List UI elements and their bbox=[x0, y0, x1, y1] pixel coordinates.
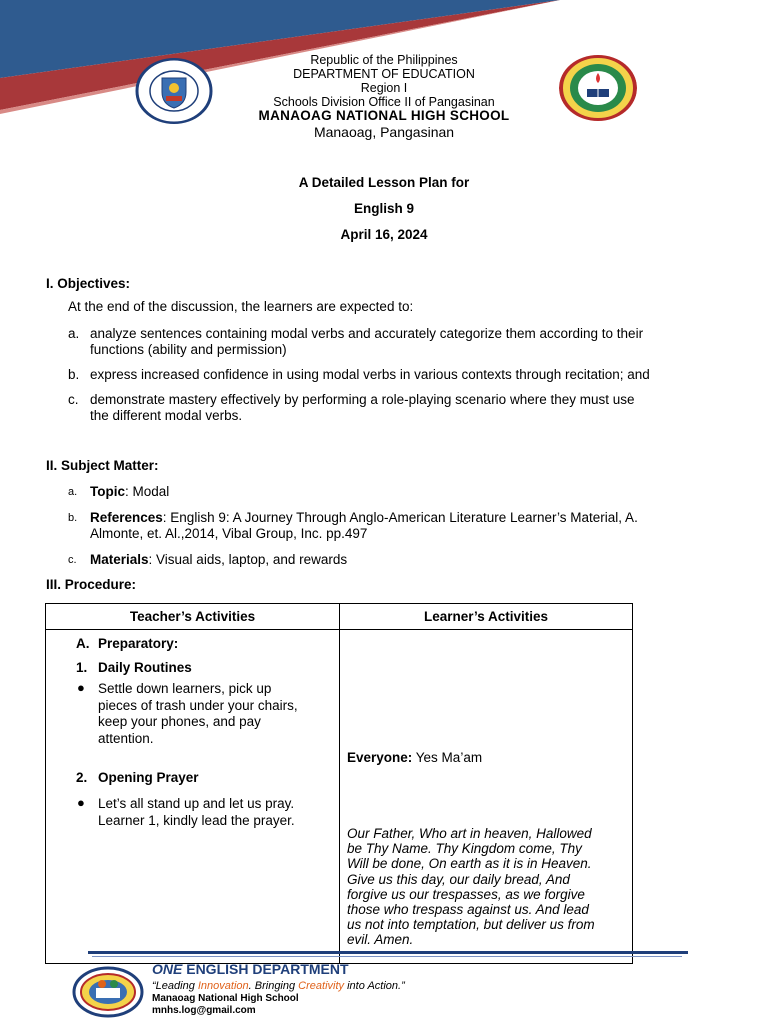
objectives-heading: I. Objectives: bbox=[46, 276, 131, 291]
footer-email[interactable]: mnhs.log@gmail.com bbox=[152, 1005, 256, 1016]
department-one: ONE bbox=[152, 961, 183, 977]
objective-c-line2: the different modal verbs. bbox=[90, 408, 243, 423]
objective-a-line2: functions (ability and permission) bbox=[90, 342, 287, 357]
deped-seal-logo bbox=[135, 58, 213, 124]
subject-a-marker: a. bbox=[68, 486, 78, 498]
procedure-heading: III. Procedure: bbox=[46, 577, 137, 592]
references-value: : English 9: A Journey Through Anglo-American Literature Learner’s Material, A. bbox=[162, 510, 638, 525]
prayer-instruction-line: Learner 1, kindly lead the prayer. bbox=[98, 812, 295, 828]
prayer-line: those who trespass against us. And lead bbox=[347, 902, 589, 918]
opening-prayer-label: Opening Prayer bbox=[98, 770, 199, 785]
footer-divider-thin bbox=[92, 956, 682, 957]
department-name bbox=[152, 961, 349, 977]
routine-line: Settle down learners, pick up bbox=[98, 681, 272, 696]
objective-a-line1: analyze sentences containing modal verbs and accurately categorize them according to their bbox=[90, 326, 644, 341]
english-department-logo bbox=[72, 966, 144, 1018]
plan-subject: English 9 bbox=[353, 201, 414, 216]
header-location: Manaoag, Pangasinan bbox=[313, 124, 455, 140]
topic-label: Topic bbox=[90, 484, 125, 499]
prayer-instructions bbox=[98, 796, 295, 829]
subject-topic bbox=[90, 484, 169, 500]
preparatory-marker: A. bbox=[76, 636, 90, 651]
subject-matter-heading: II. Subject Matter: bbox=[46, 458, 159, 473]
procedure-table bbox=[45, 603, 633, 964]
slogan-innovation: Innovation bbox=[197, 980, 249, 992]
routine-line: attention. bbox=[98, 730, 154, 746]
everyone-response bbox=[347, 750, 482, 765]
teacher-activities-header: Teacher’s Activities bbox=[46, 604, 340, 630]
learner-activities-cell bbox=[340, 630, 633, 964]
routine-line: pieces of trash under your chairs, bbox=[98, 697, 298, 713]
slogan-part: “Leading bbox=[152, 980, 198, 992]
objective-b-line1: express increased confidence in using modal verbs in various contexts through recitation; and bbox=[90, 367, 650, 382]
bullet-icon: ● bbox=[77, 680, 85, 695]
materials-value: : Visual aids, laptop, and rewards bbox=[148, 552, 348, 567]
department-rest: ENGLISH DEPARTMENT bbox=[182, 961, 349, 977]
objective-c-marker: c. bbox=[68, 392, 79, 407]
our-father-prayer bbox=[347, 826, 595, 948]
header-school-name: MANAOAG NATIONAL HIGH SCHOOL bbox=[258, 108, 510, 123]
objective-b-marker: b. bbox=[68, 367, 80, 382]
header-region: Region I bbox=[360, 81, 408, 95]
objective-a-marker: a. bbox=[68, 326, 80, 341]
topic-value: : Modal bbox=[125, 484, 170, 499]
school-seal-logo bbox=[559, 55, 637, 121]
subject-c-marker: c. bbox=[68, 554, 77, 566]
prayer-line: us not into temptation, but deliver us from bbox=[347, 917, 595, 933]
daily-routines-label: Daily Routines bbox=[98, 660, 192, 675]
plan-title: A Detailed Lesson Plan for bbox=[298, 175, 470, 190]
prayer-line: Will be done, On earth as it is in Heaven. bbox=[347, 856, 592, 872]
materials-label: Materials bbox=[90, 552, 149, 567]
prayer-line: forgive us our trespasses, as we forgive bbox=[347, 886, 585, 902]
everyone-label: Everyone: bbox=[347, 750, 413, 765]
plan-date: April 16, 2024 bbox=[340, 227, 428, 242]
header-department: DEPARTMENT OF EDUCATION bbox=[293, 67, 475, 81]
prayer-line: evil. Amen. bbox=[347, 932, 414, 948]
slogan-creativity: Creativity bbox=[298, 980, 345, 992]
objective-c-line1: demonstrate mastery effectively by performing a role-playing scenario where they must use bbox=[90, 392, 635, 407]
objectives-intro: At the end of the discussion, the learners are expected to: bbox=[68, 299, 414, 314]
references-line2: Almonte, et. Al.,2014, Vibal Group, Inc. pp.497 bbox=[90, 526, 368, 541]
routine-instructions bbox=[98, 681, 298, 747]
slogan-part: into Action.” bbox=[344, 980, 405, 992]
footer-divider bbox=[88, 951, 688, 954]
everyone-text: Yes Ma’am bbox=[412, 750, 483, 765]
subject-materials bbox=[90, 552, 347, 568]
prayer-instruction-line: Let’s all stand up and let us pray. bbox=[98, 796, 295, 811]
preparatory-label: Preparatory: bbox=[98, 636, 179, 651]
daily-routines-marker: 1. bbox=[76, 660, 88, 675]
header-republic: Republic of the Philippines bbox=[310, 53, 458, 67]
footer-school-name: Manaoag National High School bbox=[152, 993, 299, 1004]
references-label: References bbox=[90, 510, 163, 525]
routine-line: keep your phones, and pay bbox=[98, 714, 261, 729]
prayer-line: be Thy Name. Thy Kingdom come, Thy bbox=[347, 841, 582, 857]
subject-references bbox=[90, 510, 638, 526]
department-slogan bbox=[152, 980, 405, 992]
header-division: Schools Division Office II of Pangasinan bbox=[273, 95, 495, 109]
opening-prayer-marker: 2. bbox=[76, 770, 88, 785]
bullet-icon: ● bbox=[77, 795, 85, 810]
teacher-activities-cell bbox=[46, 630, 340, 964]
subject-b-marker: b. bbox=[68, 512, 78, 524]
prayer-line: Our Father, Who art in heaven, Hallowed bbox=[347, 826, 592, 841]
slogan-part: . Bringing bbox=[248, 980, 299, 992]
learner-activities-header: Learner’s Activities bbox=[340, 604, 633, 630]
prayer-line: Give us this day, our daily bread, And bbox=[347, 871, 570, 887]
